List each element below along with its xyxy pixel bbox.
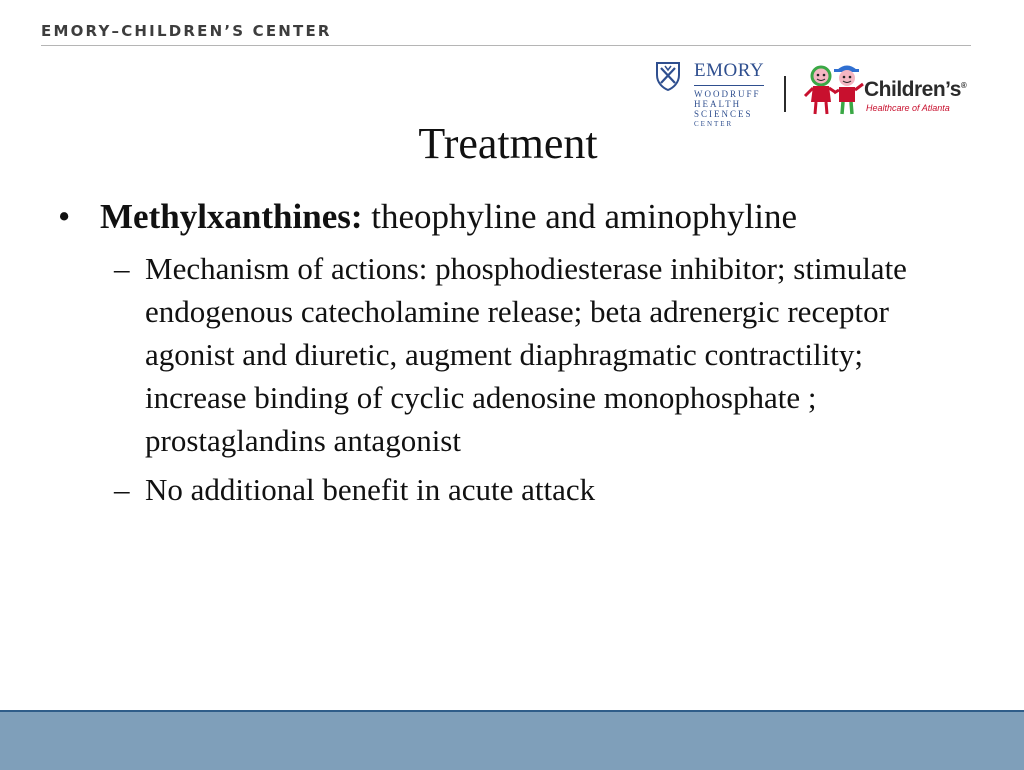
bullet-label: Methylxanthines: — [100, 197, 363, 236]
emory-sub-line: CENTER — [694, 120, 734, 128]
childrens-registered-mark: ® — [960, 81, 967, 90]
childrens-logo-text: Children’s — [864, 78, 961, 101]
childrens-logo-name — [864, 78, 966, 102]
bullet-marker: • — [58, 197, 71, 236]
header-divider — [41, 45, 971, 46]
emory-sub-line: HEALTH — [694, 99, 742, 109]
emory-logo-name: EMORY — [694, 60, 765, 81]
sub-bullet-no-benefit — [114, 468, 958, 511]
logo-divider — [784, 76, 786, 112]
emory-shield-icon — [655, 61, 681, 91]
sub-bullet-marker: – — [114, 251, 130, 286]
sub-bullet-text: Mechanism of actions: phosphodiesterase inhibitor; stimulate endogenous catecholamine release; beta adrenergic receptor agonist and diuretic, augment diaphragmatic contractility; increase binding of cyclic adenosine monophosphate ; prostaglandins antagonist — [145, 251, 907, 458]
sub-bullet-text: No additional benefit in acute attack — [145, 472, 596, 507]
childrens-kids-icon — [803, 62, 865, 118]
childrens-logo-tagline: Healthcare of Atlanta — [866, 103, 950, 113]
emory-sub-line: WOODRUFF — [694, 89, 761, 99]
emory-logo-rule — [694, 85, 764, 86]
sub-bullet-mechanism — [114, 247, 945, 462]
slide-title: Treatment — [418, 119, 598, 168]
emory-sub-line: SCIENCES — [694, 109, 753, 119]
org-header-label: EMORY–CHILDREN’S CENTER — [41, 22, 332, 40]
slide-content — [58, 193, 958, 511]
footer-bar — [0, 710, 1024, 770]
bullet-text: theophyline and aminophyline — [362, 197, 797, 236]
bullet-methylxanthines — [58, 193, 958, 241]
sub-bullet-marker: – — [114, 472, 130, 507]
